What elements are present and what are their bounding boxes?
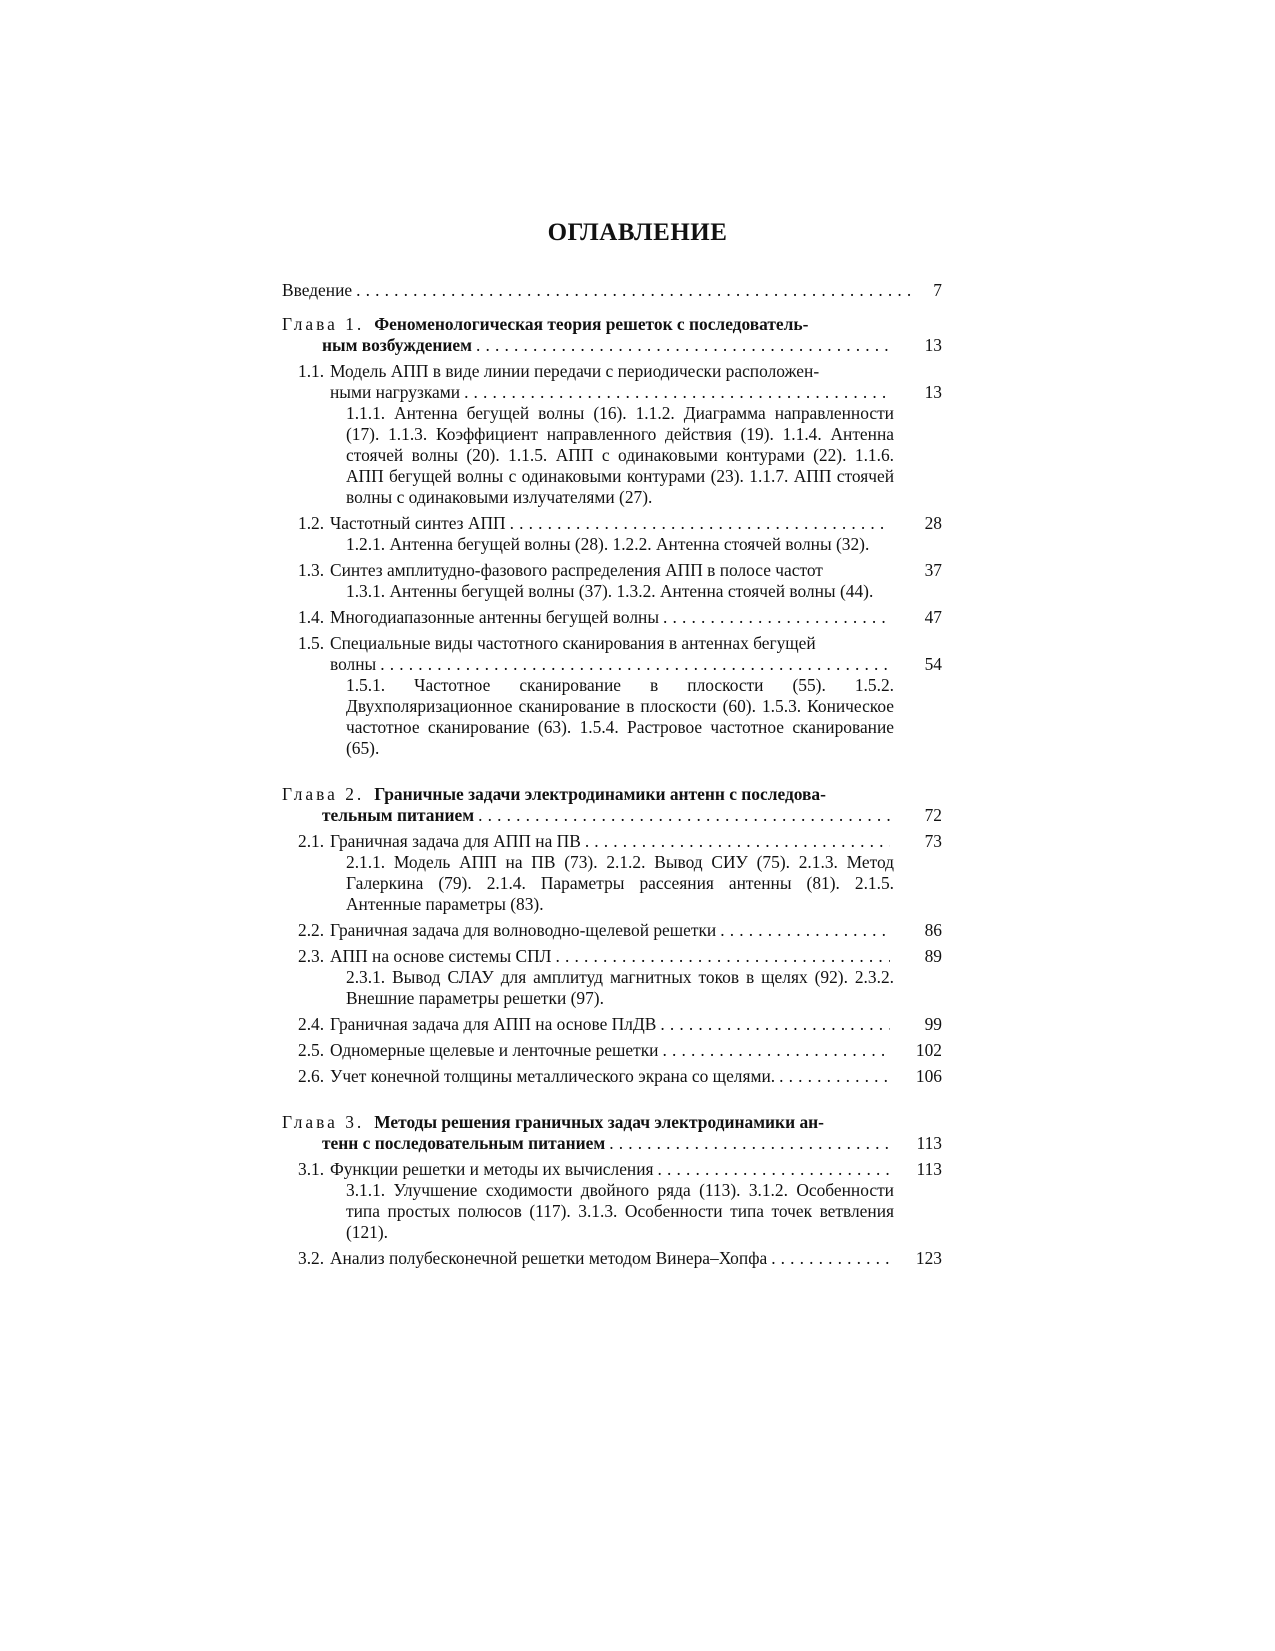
section-title — [330, 1159, 942, 1180]
section-title — [330, 361, 942, 403]
toc-section[interactable] — [298, 560, 942, 602]
section-number: 1.5. — [298, 633, 325, 653]
section-page: 123 — [915, 1248, 942, 1268]
section-title-line1: Частотный синтез АПП — [330, 513, 506, 533]
section-title — [330, 607, 942, 628]
section-number: 1.4. — [298, 607, 325, 627]
section-title-line2: волны — [330, 654, 377, 674]
section-title-line1: Анализ полубесконечной решетки методом Винера–Хопфа — [330, 1248, 768, 1268]
toc-section[interactable] — [298, 1159, 942, 1243]
section-head — [298, 1014, 942, 1035]
chapter-page: 72 — [924, 805, 942, 825]
section-number: 1.3. — [298, 560, 325, 580]
title-line — [330, 946, 894, 967]
subsection-list: 1.1.1. Антенна бегущей волны (16). 1.1.2. Диаграмма направленности (17). 1.1.3. Коэффициент направленного действия (19). 1.1.4. Антенна стоячей волны (20). 1.1.5. АПП с одинаковыми контурами (22). 1.1.6. АПП бегущей волны с одинаковыми контурами (23). 1.1.7. АПП стоячей волны с одинаковыми излучателями (27). — [346, 403, 894, 507]
section-head — [298, 1040, 942, 1061]
title-line — [330, 920, 894, 941]
title-line — [330, 513, 894, 534]
section-page: 99 — [924, 1014, 942, 1034]
title-line — [322, 805, 894, 826]
section-page: 28 — [924, 513, 942, 533]
section-title-line1: Функции решетки и методы их вычисления — [330, 1159, 654, 1179]
dot-leader — [380, 654, 890, 675]
chapter-title: Граничные задачи электродинамики антенн с последова- — [374, 784, 826, 804]
toc-section[interactable] — [298, 1014, 942, 1035]
intro-label: Введение — [282, 280, 353, 300]
section-number: 2.5. — [298, 1040, 325, 1060]
section-head — [298, 1248, 942, 1269]
chapter-label: Глава 1. — [282, 314, 365, 334]
toc-section[interactable] — [298, 920, 942, 941]
section-head — [298, 1159, 942, 1180]
page-title: ОГЛАВЛЕНИЕ — [547, 219, 728, 246]
section-page: 37 — [924, 560, 942, 580]
dot-leader — [658, 1159, 890, 1180]
title-line — [330, 831, 894, 852]
dot-leader — [476, 335, 890, 356]
section-title-line1: Специальные виды частотного сканирования в антеннах бегущей — [330, 633, 816, 653]
section-number: 1.1. — [298, 361, 325, 381]
section-title — [330, 1066, 942, 1087]
section-title — [330, 831, 942, 852]
section-number: 2.1. — [298, 831, 325, 851]
section-title-line1: Граничная задача для волноводно-щелевой решетки — [330, 920, 717, 940]
title-line — [330, 382, 894, 403]
section-head — [298, 513, 942, 534]
section-head — [298, 1066, 942, 1087]
section-title — [330, 1040, 942, 1061]
subsection-list: 3.1.1. Улучшение сходимости двойного ряда (113). 3.1.2. Особенности типа простых полюсов (117). 3.1.3. Особенности типа точек ветвления (121). — [346, 1180, 894, 1242]
chapter-title-line — [282, 1112, 942, 1133]
toc-section[interactable] — [298, 1066, 942, 1087]
toc-section[interactable] — [298, 831, 942, 915]
section-number: 2.2. — [298, 920, 325, 940]
dot-leader — [771, 1248, 890, 1269]
title-line — [322, 335, 894, 356]
section-head — [298, 633, 942, 675]
subsection-list: 2.1.1. Модель АПП на ПВ (73). 2.1.2. Вывод СИУ (75). 2.1.3. Метод Галеркина (79). 2.1.4. Параметры рассеяния антенны (81). 2.1.5. Антенные параметры (83). — [346, 852, 894, 914]
subsection-list: 1.5.1. Частотное сканирование в плоскости (55). 1.5.2. Двухполяризационное сканирование в плоскости (60). 1.5.3. Коническое частотное сканирование (63). 1.5.4. Растровое частотное сканирование (65). — [346, 675, 894, 758]
chapter-gap — [282, 759, 942, 773]
section-page: 102 — [915, 1040, 942, 1060]
toc-section[interactable] — [298, 633, 942, 759]
section-page: 86 — [924, 920, 942, 940]
chapter-title-cont-text: ным возбуждением — [322, 335, 472, 355]
toc-chapter[interactable] — [282, 314, 942, 356]
section-title-line2: ными нагрузками — [330, 382, 461, 402]
dot-leader — [478, 805, 890, 826]
section-title — [330, 560, 942, 581]
section-title-line1: Синтез амплитудно-фазового распределения АПП в полосе частот — [330, 560, 823, 580]
intro-page: 7 — [933, 280, 942, 300]
section-title-line1: Модель АПП в виде линии передачи с периодически расположен- — [330, 361, 820, 381]
title-line — [330, 1248, 894, 1269]
chapter-title-cont — [282, 1133, 942, 1154]
section-title-line1: Граничная задача для АПП на основе ПлДВ — [330, 1014, 657, 1034]
toc-section[interactable] — [298, 1248, 942, 1269]
toc-section[interactable] — [298, 1040, 942, 1061]
toc-chapter[interactable] — [282, 784, 942, 826]
title-line — [322, 1133, 894, 1154]
section-number: 3.2. — [298, 1248, 325, 1268]
toc-intro[interactable] — [282, 280, 942, 301]
dot-leader — [555, 946, 890, 967]
dot-leader — [779, 1066, 890, 1087]
title-line — [330, 1014, 894, 1035]
section-page: 73 — [924, 831, 942, 851]
chapter-title: Феноменологическая теория решеток с последователь- — [374, 314, 809, 334]
section-title — [330, 1014, 942, 1035]
toc-section[interactable] — [298, 946, 942, 1009]
section-head — [298, 607, 942, 628]
title-line — [330, 1040, 894, 1061]
chapter-title-cont-text: тенн с последовательным питанием — [322, 1133, 606, 1153]
section-page: 106 — [915, 1066, 942, 1086]
section-title-line1: Многодиапазонные антенны бегущей волны — [330, 607, 660, 627]
dot-leader — [585, 831, 890, 852]
section-page: 47 — [924, 607, 942, 627]
chapter-title-cont — [282, 805, 942, 826]
toc-section[interactable] — [298, 513, 942, 555]
chapter-gap — [282, 1087, 942, 1101]
section-title — [330, 513, 942, 534]
section-head — [298, 560, 942, 581]
title-line — [330, 1159, 894, 1180]
section-page: 13 — [924, 382, 942, 402]
section-head — [298, 831, 942, 852]
section-head — [298, 946, 942, 967]
section-title-line1: Граничная задача для АПП на ПВ — [330, 831, 581, 851]
section-title-line1: АПП на основе системы СПЛ — [330, 946, 552, 966]
chapter-label: Глава 2. — [282, 784, 365, 804]
section-title-line1: Одномерные щелевые и ленточные решетки — [330, 1040, 659, 1060]
chapter-title-line — [282, 314, 942, 335]
dot-leader — [720, 920, 890, 941]
chapter-page: 13 — [924, 335, 942, 355]
dot-leader — [662, 1040, 890, 1061]
section-page: 54 — [924, 654, 942, 674]
section-page: 89 — [924, 946, 942, 966]
section-head — [298, 920, 942, 941]
section-title — [330, 946, 942, 967]
title-line — [330, 560, 894, 581]
subsection-list: 2.3.1. Вывод СЛАУ для амплитуд магнитных токов в щелях (92). 2.3.2. Внешние параметры решетки (97). — [346, 967, 894, 1008]
chapter-page: 113 — [916, 1133, 942, 1153]
dot-leader — [663, 607, 890, 628]
section-title — [330, 1248, 942, 1269]
chapter-title-cont-text: тельным питанием — [322, 805, 475, 825]
dot-leader — [609, 1133, 890, 1154]
table-of-contents — [282, 280, 942, 1283]
subsection-list: 1.2.1. Антенна бегущей волны (28). 1.2.2. Антенна стоячей волны (32). — [346, 534, 870, 554]
title-line — [330, 1066, 894, 1087]
section-number: 2.4. — [298, 1014, 325, 1034]
section-head — [298, 361, 942, 403]
section-number: 1.2. — [298, 513, 325, 533]
chapter-gap — [282, 1269, 942, 1283]
section-number: 2.3. — [298, 946, 325, 966]
title-line — [330, 607, 894, 628]
section-title — [330, 633, 942, 675]
dot-leader — [464, 382, 890, 403]
section-number: 2.6. — [298, 1066, 325, 1086]
dot-leader — [510, 513, 890, 534]
section-page: 113 — [916, 1159, 942, 1179]
title-line — [330, 654, 894, 675]
chapter-label: Глава 3. — [282, 1112, 365, 1132]
dot-leader — [356, 280, 914, 301]
toc-section[interactable] — [298, 361, 942, 508]
chapter-title-cont — [282, 335, 942, 356]
chapter-title-line — [282, 784, 942, 805]
dot-leader — [660, 1014, 890, 1035]
chapter-title: Методы решения граничных задач электродинамики ан- — [374, 1112, 824, 1132]
section-title-line1: Учет конечной толщины металлического экрана со щелями. — [330, 1066, 776, 1086]
toc-section[interactable] — [298, 607, 942, 628]
section-number: 3.1. — [298, 1159, 325, 1179]
section-title — [330, 920, 942, 941]
toc-chapter[interactable] — [282, 1112, 942, 1154]
subsection-list: 1.3.1. Антенны бегущей волны (37). 1.3.2. Антенна стоячей волны (44). — [346, 581, 874, 601]
